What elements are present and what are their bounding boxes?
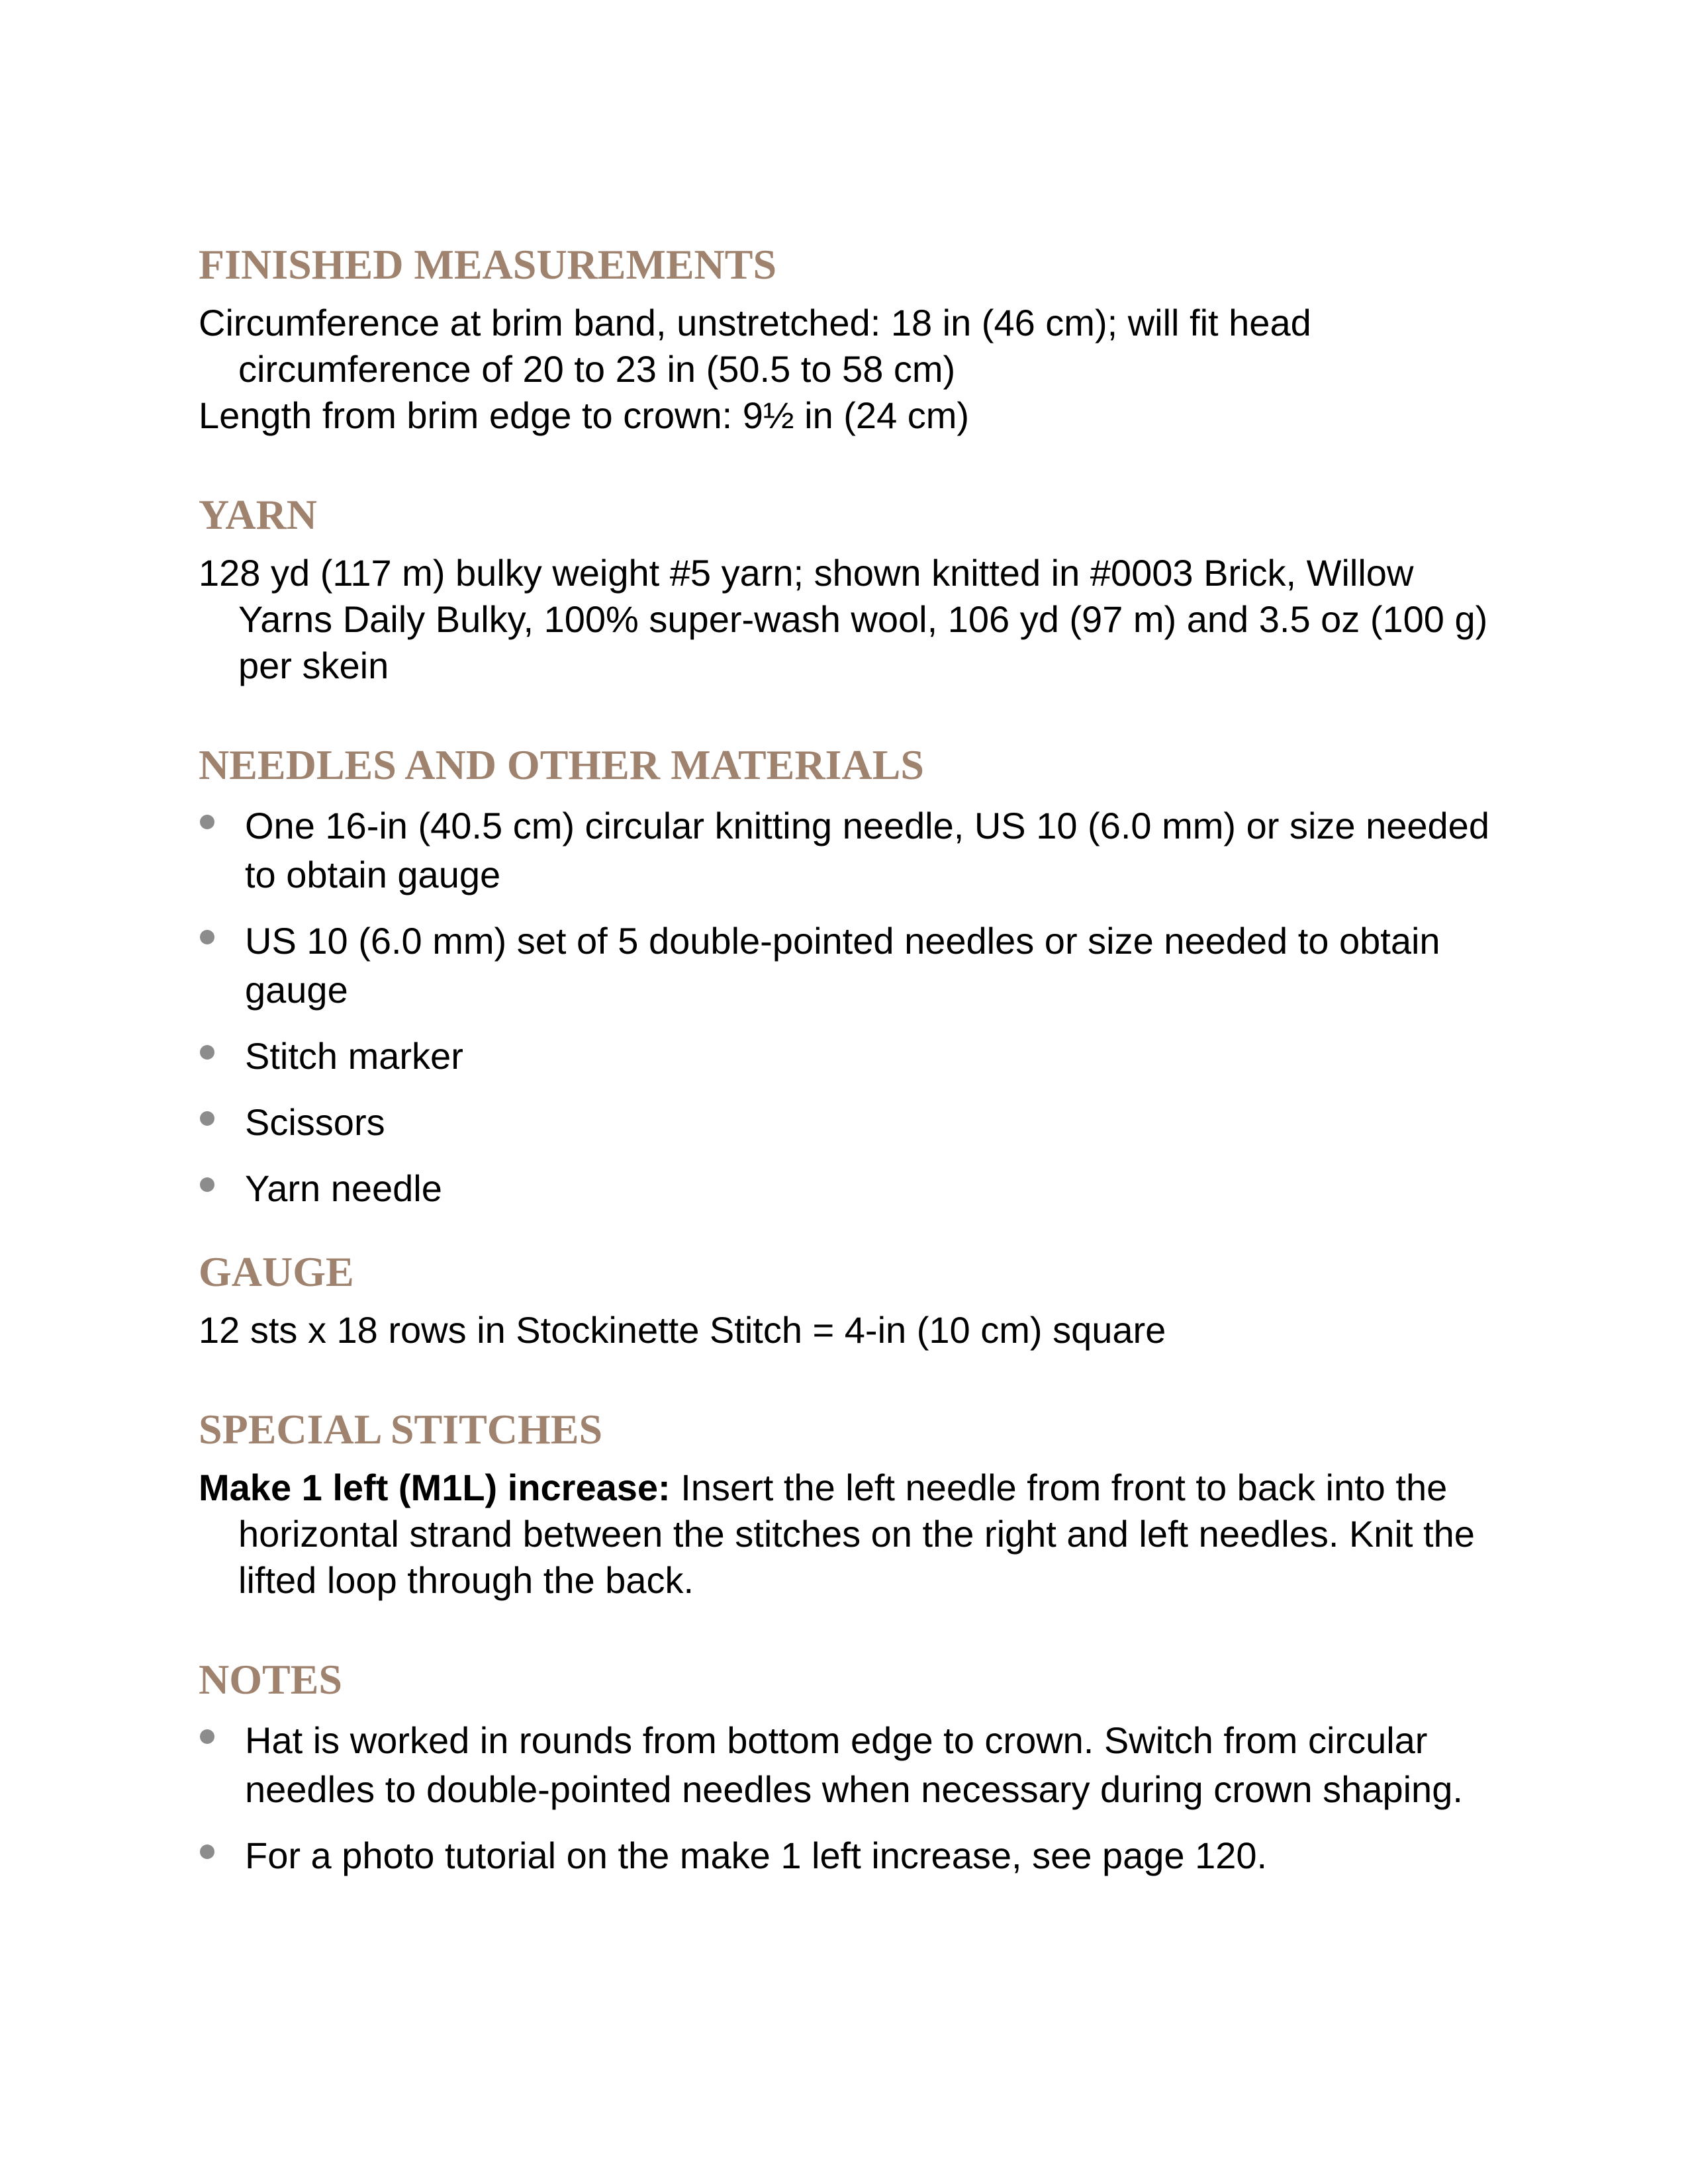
list-item [199, 1098, 1496, 1147]
gauge-text: 12 sts x 18 rows in Stockinette Stitch = 4-in (10 cm) square [199, 1309, 1166, 1351]
list-item-text: Scissors [245, 1101, 385, 1143]
list-item [199, 1831, 1496, 1880]
needles-heading: NEEDLES AND OTHER MATERIALS [199, 741, 924, 788]
gauge-heading: GAUGE [199, 1248, 354, 1295]
finished-measurements-heading: FINISHED MEASUREMENTS [199, 241, 777, 288]
m1l-definition-text: Insert the left needle from front to back into the horizontal strand between the stitches on the right and left needles. Knit the lifted loop through the back. [238, 1467, 1475, 1601]
yarn-section [199, 485, 1496, 689]
list-item [199, 801, 1496, 899]
special-stitches-section [199, 1400, 1496, 1604]
gauge-section [199, 1242, 1496, 1353]
list-item-text: Hat is worked in rounds from bottom edge to crown. Switch from circular needles to double-pointed needles when necessary during crown shaping. [245, 1719, 1463, 1810]
notes-list [199, 1716, 1496, 1880]
list-item-text: One 16-in (40.5 cm) circular knitting needle, US 10 (6.0 mm) or size needed to obtain gauge [245, 805, 1489, 895]
bullet-icon [200, 1177, 214, 1192]
list-item-text: US 10 (6.0 mm) set of 5 double-pointed needles or size needed to obtain gauge [245, 920, 1440, 1011]
yarn-text: 128 yd (117 m) bulky weight #5 yarn; shown knitted in #0003 Brick, Willow Yarns Daily Bulky, 100% super-wash wool, 106 yd (97 m) and 3.5 oz (100 g) per skein [199, 552, 1488, 686]
list-item-text: Stitch marker [245, 1035, 463, 1077]
special-stitches-heading: SPECIAL STITCHES [199, 1406, 603, 1453]
list-item [199, 1164, 1496, 1213]
finished-measurements-section [199, 235, 1496, 439]
list-item [199, 1032, 1496, 1081]
notes-heading: NOTES [199, 1656, 342, 1703]
bullet-icon [200, 1045, 214, 1060]
bullet-icon [200, 1844, 214, 1859]
needles-list [199, 801, 1496, 1213]
length-text: Length from brim edge to crown: 9½ in (24 cm) [199, 394, 970, 436]
needles-section [199, 735, 1496, 1213]
yarn-heading: YARN [199, 491, 317, 538]
list-item [199, 1716, 1496, 1814]
list-item-text: Yarn needle [245, 1167, 442, 1209]
m1l-term: Make 1 left (M1L) increase: [199, 1467, 671, 1508]
pattern-page [199, 235, 1496, 1927]
bullet-icon [200, 1729, 214, 1744]
list-item-text: For a photo tutorial on the make 1 left increase, see page 120. [245, 1835, 1268, 1876]
circumference-text: Circumference at brim band, unstretched: 18 in (46 cm); will fit head circumference of 20 to 23 in (50.5 to 58 cm) [199, 302, 1311, 390]
bullet-icon [200, 815, 214, 829]
bullet-icon [200, 930, 214, 944]
bullet-icon [200, 1111, 214, 1126]
list-item [199, 917, 1496, 1015]
m1l-definition [199, 1465, 1496, 1604]
notes-section [199, 1650, 1496, 1880]
